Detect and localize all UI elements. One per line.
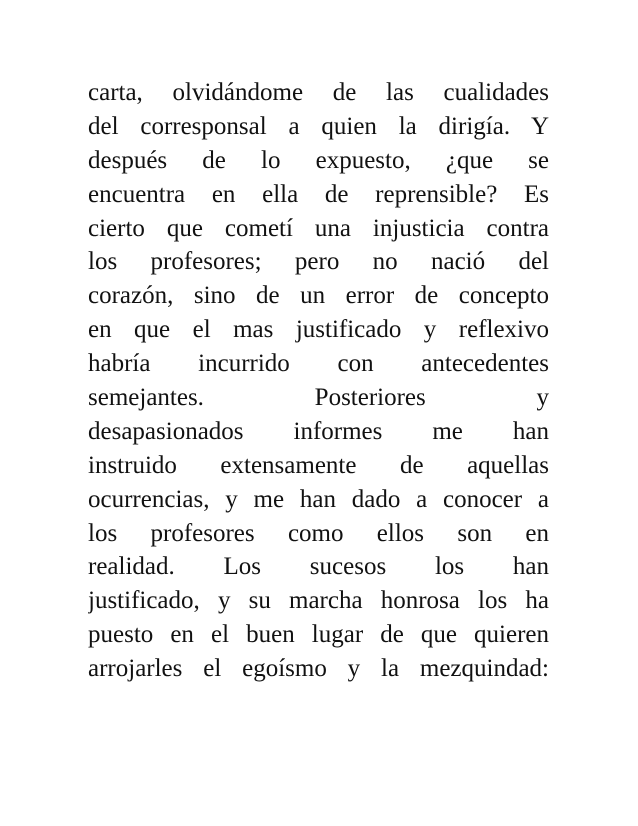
text-line: ocurrencias, y me han dado a conocer a [88, 485, 549, 513]
text-line: los profesores; pero no nació del [88, 248, 549, 276]
text-line: instruido extensamente de aquellas [88, 451, 549, 479]
text-line: realidad. Los sucesos los han [88, 553, 549, 581]
text-line: arrojarles el egoísmo y la mezquindad: [88, 655, 549, 683]
text-line: semejantes. Posteriores y [88, 384, 549, 412]
text-line: desapasionados informes me han [88, 417, 549, 445]
text-line: en que el mas justificado y reflexivo [88, 316, 549, 344]
text-line: del corresponsal a quien la dirigía. Y [88, 112, 549, 140]
text-line: después de lo expuesto, ¿que se [88, 146, 549, 174]
text-line: justificado, y su marcha honrosa los ha [88, 587, 549, 615]
text-line: puesto en el buen lugar de que quieren [88, 621, 549, 649]
text-line: corazón, sino de un error de concepto [88, 282, 549, 310]
text-line: carta, olvidándome de las cualidades [88, 79, 549, 106]
body-text [88, 76, 549, 686]
text-line: cierto que cometí una injusticia contra [88, 214, 549, 242]
text-line: habría incurrido con antecedentes [88, 350, 549, 378]
text-line: los profesores como ellos son en [88, 519, 549, 547]
text-line: encuentra en ella de reprensible? Es [88, 180, 549, 208]
